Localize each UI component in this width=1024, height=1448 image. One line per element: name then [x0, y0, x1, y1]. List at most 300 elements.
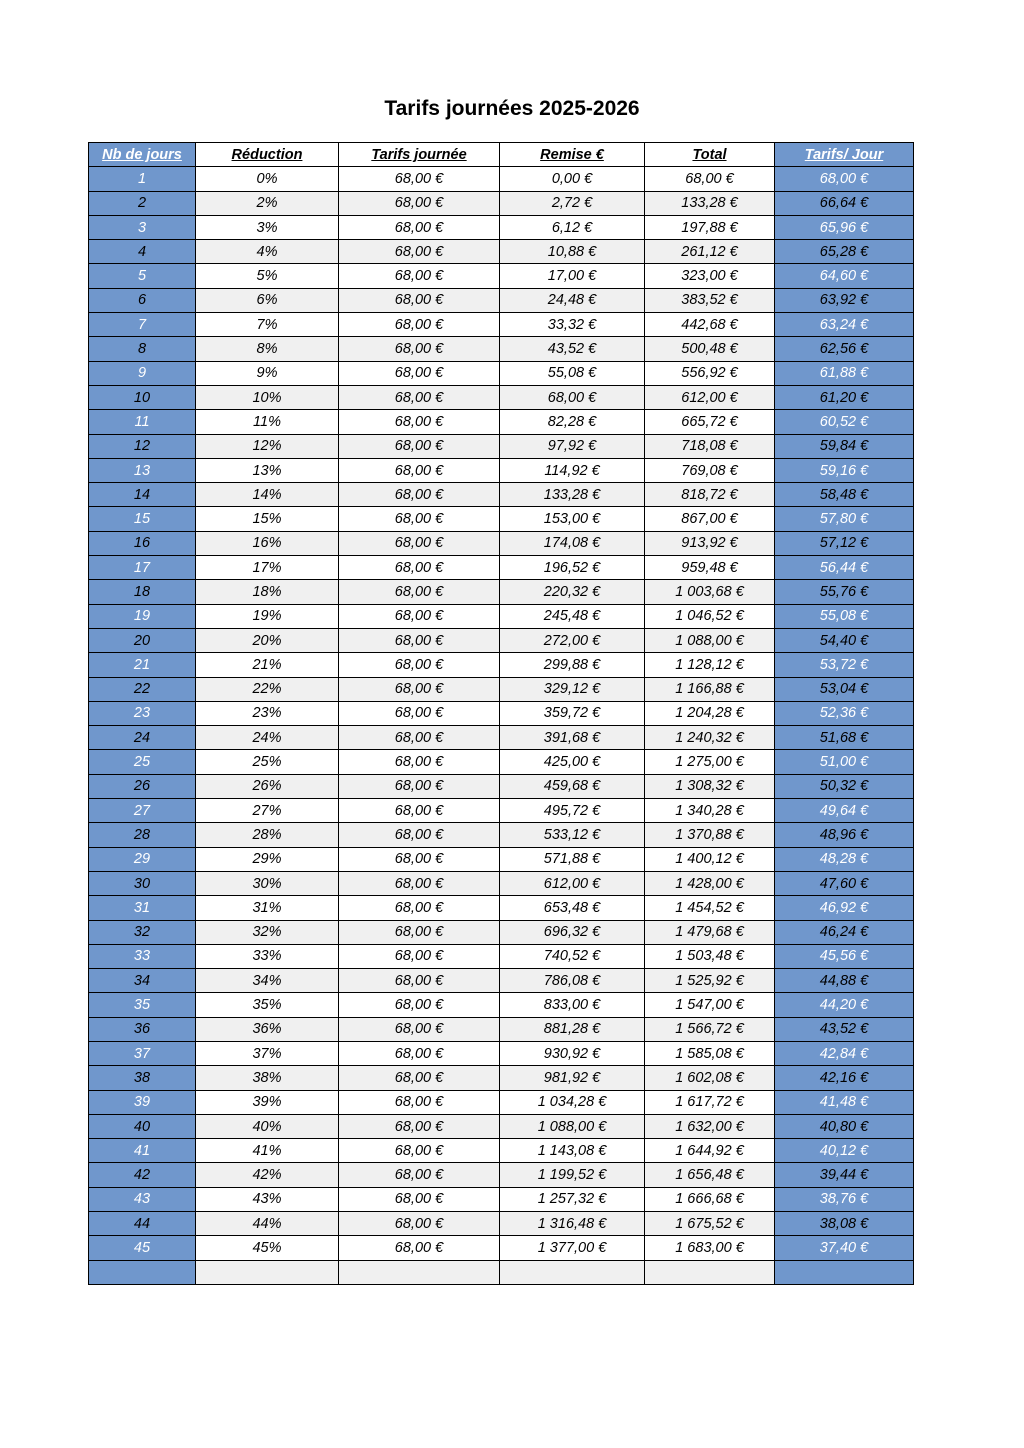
total-cell: 1 428,00 € [645, 871, 775, 895]
total-cell: 442,68 € [645, 313, 775, 337]
total-cell: 1 617,72 € [645, 1090, 775, 1114]
remise-cell: 133,28 € [500, 483, 645, 507]
reduction-cell: 39% [196, 1090, 339, 1114]
total-cell: 612,00 € [645, 385, 775, 409]
reduction-cell: 42% [196, 1163, 339, 1187]
table-row [89, 920, 914, 944]
total-cell: 1 240,32 € [645, 726, 775, 750]
table-row [89, 410, 914, 434]
total-cell: 1 683,00 € [645, 1236, 775, 1260]
remise-cell: 1 377,00 € [500, 1236, 645, 1260]
remise-cell: 1 199,52 € [500, 1163, 645, 1187]
table-row [89, 944, 914, 968]
table-row [89, 556, 914, 580]
reduction-cell: 14% [196, 483, 339, 507]
table-row [89, 1163, 914, 1187]
reduction-cell: 23% [196, 701, 339, 725]
remise-cell: 981,92 € [500, 1066, 645, 1090]
tarif-journee-cell: 68,00 € [339, 434, 500, 458]
nb-jours-cell: 41 [89, 1139, 196, 1163]
tarif-jour-cell: 59,84 € [775, 434, 914, 458]
table-row [89, 531, 914, 555]
tarif-jour-cell: 54,40 € [775, 628, 914, 652]
table-row [89, 167, 914, 191]
reduction-cell: 17% [196, 556, 339, 580]
remise-cell: 740,52 € [500, 944, 645, 968]
tarif-journee-cell [339, 1260, 500, 1284]
tarif-journee-cell: 68,00 € [339, 556, 500, 580]
header-total: Total [645, 143, 775, 167]
table-row [89, 1090, 914, 1114]
tarif-journee-cell: 68,00 € [339, 799, 500, 823]
page-title: Tarifs journées 2025-2026 [384, 97, 640, 120]
reduction-cell: 18% [196, 580, 339, 604]
reduction-cell [196, 1260, 339, 1284]
table-row [89, 750, 914, 774]
tarif-jour-cell: 40,12 € [775, 1139, 914, 1163]
tarif-journee-cell: 68,00 € [339, 774, 500, 798]
nb-jours-cell: 36 [89, 1017, 196, 1041]
table-row [89, 434, 914, 458]
table-row [89, 1236, 914, 1260]
reduction-cell: 4% [196, 240, 339, 264]
tarif-jour-cell: 44,20 € [775, 993, 914, 1017]
remise-cell: 786,08 € [500, 969, 645, 993]
total-cell: 1 400,12 € [645, 847, 775, 871]
total-cell: 959,48 € [645, 556, 775, 580]
tarif-jour-cell: 58,48 € [775, 483, 914, 507]
nb-jours-cell [89, 1260, 196, 1284]
nb-jours-cell: 25 [89, 750, 196, 774]
tarif-jour-cell: 46,92 € [775, 896, 914, 920]
nb-jours-cell: 37 [89, 1041, 196, 1065]
tarif-journee-cell: 68,00 € [339, 726, 500, 750]
total-cell: 1 632,00 € [645, 1114, 775, 1138]
nb-jours-cell: 29 [89, 847, 196, 871]
reduction-cell: 15% [196, 507, 339, 531]
tarif-jour-cell: 57,80 € [775, 507, 914, 531]
tarif-jour-cell: 65,28 € [775, 240, 914, 264]
nb-jours-cell: 32 [89, 920, 196, 944]
total-cell: 1 675,52 € [645, 1212, 775, 1236]
total-cell: 1 525,92 € [645, 969, 775, 993]
reduction-cell: 2% [196, 191, 339, 215]
tarif-jour-cell: 38,76 € [775, 1187, 914, 1211]
total-cell: 913,92 € [645, 531, 775, 555]
remise-cell: 425,00 € [500, 750, 645, 774]
nb-jours-cell: 6 [89, 288, 196, 312]
tarif-journee-cell: 68,00 € [339, 1212, 500, 1236]
table-row [89, 1066, 914, 1090]
tarif-journee-cell: 68,00 € [339, 167, 500, 191]
total-cell: 1 479,68 € [645, 920, 775, 944]
total-cell: 323,00 € [645, 264, 775, 288]
nb-jours-cell: 34 [89, 969, 196, 993]
remise-cell: 1 143,08 € [500, 1139, 645, 1163]
total-cell: 1 340,28 € [645, 799, 775, 823]
remise-cell: 653,48 € [500, 896, 645, 920]
total-cell: 68,00 € [645, 167, 775, 191]
tarif-journee-cell: 68,00 € [339, 944, 500, 968]
nb-jours-cell: 3 [89, 215, 196, 239]
reduction-cell: 3% [196, 215, 339, 239]
nb-jours-cell: 33 [89, 944, 196, 968]
nb-jours-cell: 18 [89, 580, 196, 604]
nb-jours-cell: 11 [89, 410, 196, 434]
tarif-journee-cell: 68,00 € [339, 410, 500, 434]
nb-jours-cell: 14 [89, 483, 196, 507]
tarif-journee-cell: 68,00 € [339, 1139, 500, 1163]
total-cell: 1 503,48 € [645, 944, 775, 968]
nb-jours-cell: 28 [89, 823, 196, 847]
reduction-cell: 16% [196, 531, 339, 555]
nb-jours-cell: 44 [89, 1212, 196, 1236]
tarif-jour-cell: 50,32 € [775, 774, 914, 798]
remise-cell: 43,52 € [500, 337, 645, 361]
header-remise: Remise € [500, 143, 645, 167]
tarif-jour-cell: 64,60 € [775, 264, 914, 288]
table-row [89, 604, 914, 628]
remise-cell: 2,72 € [500, 191, 645, 215]
total-cell: 1 666,68 € [645, 1187, 775, 1211]
reduction-cell: 35% [196, 993, 339, 1017]
total-cell: 1 602,08 € [645, 1066, 775, 1090]
reduction-cell: 37% [196, 1041, 339, 1065]
reduction-cell: 32% [196, 920, 339, 944]
reduction-cell: 29% [196, 847, 339, 871]
tarif-journee-cell: 68,00 € [339, 1114, 500, 1138]
tarif-jour-cell: 63,92 € [775, 288, 914, 312]
reduction-cell: 8% [196, 337, 339, 361]
tarif-jour-cell [775, 1260, 914, 1284]
nb-jours-cell: 7 [89, 313, 196, 337]
nb-jours-cell: 38 [89, 1066, 196, 1090]
remise-cell: 33,32 € [500, 313, 645, 337]
tarif-journee-cell: 68,00 € [339, 361, 500, 385]
remise-cell: 459,68 € [500, 774, 645, 798]
tarif-jour-cell: 56,44 € [775, 556, 914, 580]
nb-jours-cell: 30 [89, 871, 196, 895]
table-row [89, 580, 914, 604]
remise-cell: 930,92 € [500, 1041, 645, 1065]
tarif-jour-cell: 51,00 € [775, 750, 914, 774]
table-row [89, 871, 914, 895]
reduction-cell: 0% [196, 167, 339, 191]
tarif-journee-cell: 68,00 € [339, 1017, 500, 1041]
remise-cell: 6,12 € [500, 215, 645, 239]
table-row [89, 458, 914, 482]
reduction-cell: 44% [196, 1212, 339, 1236]
remise-cell: 833,00 € [500, 993, 645, 1017]
tarif-jour-cell: 49,64 € [775, 799, 914, 823]
tarif-jour-cell: 55,76 € [775, 580, 914, 604]
nb-jours-cell: 10 [89, 385, 196, 409]
table-row [89, 264, 914, 288]
tarif-jour-cell: 68,00 € [775, 167, 914, 191]
total-cell: 769,08 € [645, 458, 775, 482]
remise-cell: 0,00 € [500, 167, 645, 191]
nb-jours-cell: 16 [89, 531, 196, 555]
total-cell: 1 370,88 € [645, 823, 775, 847]
table-row [89, 823, 914, 847]
tarif-jour-cell: 62,56 € [775, 337, 914, 361]
nb-jours-cell: 24 [89, 726, 196, 750]
tarif-journee-cell: 68,00 € [339, 337, 500, 361]
tarif-journee-cell: 68,00 € [339, 823, 500, 847]
remise-cell: 114,92 € [500, 458, 645, 482]
nb-jours-cell: 45 [89, 1236, 196, 1260]
total-cell: 1 454,52 € [645, 896, 775, 920]
table-row [89, 677, 914, 701]
table-row [89, 1212, 914, 1236]
header-tarifs-jour: Tarifs/ Jour [775, 143, 914, 167]
table-row [89, 361, 914, 385]
nb-jours-cell: 35 [89, 993, 196, 1017]
table-row [89, 191, 914, 215]
reduction-cell: 27% [196, 799, 339, 823]
tarif-journee-cell: 68,00 € [339, 580, 500, 604]
reduction-cell: 6% [196, 288, 339, 312]
reduction-cell: 25% [196, 750, 339, 774]
table-row [89, 847, 914, 871]
reduction-cell: 9% [196, 361, 339, 385]
tarif-journee-cell: 68,00 € [339, 458, 500, 482]
remise-cell: 612,00 € [500, 871, 645, 895]
reduction-cell: 43% [196, 1187, 339, 1211]
tarif-journee-cell: 68,00 € [339, 920, 500, 944]
total-cell: 1 308,32 € [645, 774, 775, 798]
reduction-cell: 31% [196, 896, 339, 920]
total-cell: 1 166,88 € [645, 677, 775, 701]
tarif-journee-cell: 68,00 € [339, 871, 500, 895]
remise-cell: 17,00 € [500, 264, 645, 288]
total-cell: 1 046,52 € [645, 604, 775, 628]
tarif-jour-cell: 65,96 € [775, 215, 914, 239]
remise-cell [500, 1260, 645, 1284]
remise-cell: 329,12 € [500, 677, 645, 701]
table-body [89, 167, 914, 1285]
reduction-cell: 26% [196, 774, 339, 798]
tarif-jour-cell: 53,72 € [775, 653, 914, 677]
tarif-jour-cell: 51,68 € [775, 726, 914, 750]
nb-jours-cell: 4 [89, 240, 196, 264]
tarif-journee-cell: 68,00 € [339, 969, 500, 993]
total-cell: 1 003,68 € [645, 580, 775, 604]
tarif-journee-cell: 68,00 € [339, 677, 500, 701]
total-cell: 1 275,00 € [645, 750, 775, 774]
remise-cell: 299,88 € [500, 653, 645, 677]
reduction-cell: 40% [196, 1114, 339, 1138]
reduction-cell: 10% [196, 385, 339, 409]
nb-jours-cell: 5 [89, 264, 196, 288]
reduction-cell: 36% [196, 1017, 339, 1041]
total-cell [645, 1260, 775, 1284]
reduction-cell: 34% [196, 969, 339, 993]
tarif-journee-cell: 68,00 € [339, 385, 500, 409]
tarif-journee-cell: 68,00 € [339, 847, 500, 871]
tarif-journee-cell: 68,00 € [339, 483, 500, 507]
remise-cell: 245,48 € [500, 604, 645, 628]
tariff-table [88, 142, 914, 1285]
reduction-cell: 13% [196, 458, 339, 482]
table-row [89, 774, 914, 798]
tarif-jour-cell: 37,40 € [775, 1236, 914, 1260]
header-row [89, 143, 914, 167]
remise-cell: 55,08 € [500, 361, 645, 385]
table-row [89, 1139, 914, 1163]
tarif-jour-cell: 45,56 € [775, 944, 914, 968]
remise-cell: 68,00 € [500, 385, 645, 409]
nb-jours-cell: 21 [89, 653, 196, 677]
tarif-journee-cell: 68,00 € [339, 628, 500, 652]
remise-cell: 10,88 € [500, 240, 645, 264]
tarif-journee-cell: 68,00 € [339, 653, 500, 677]
table-row [89, 483, 914, 507]
tarif-journee-cell: 68,00 € [339, 240, 500, 264]
tarif-jour-cell: 46,24 € [775, 920, 914, 944]
remise-cell: 82,28 € [500, 410, 645, 434]
reduction-cell: 19% [196, 604, 339, 628]
reduction-cell: 22% [196, 677, 339, 701]
total-cell: 1 585,08 € [645, 1041, 775, 1065]
remise-cell: 495,72 € [500, 799, 645, 823]
remise-cell: 696,32 € [500, 920, 645, 944]
tarif-jour-cell: 59,16 € [775, 458, 914, 482]
total-cell: 197,88 € [645, 215, 775, 239]
reduction-cell: 30% [196, 871, 339, 895]
total-cell: 500,48 € [645, 337, 775, 361]
nb-jours-cell: 31 [89, 896, 196, 920]
tarif-jour-cell: 52,36 € [775, 701, 914, 725]
nb-jours-cell: 9 [89, 361, 196, 385]
nb-jours-cell: 23 [89, 701, 196, 725]
remise-cell: 24,48 € [500, 288, 645, 312]
nb-jours-cell: 39 [89, 1090, 196, 1114]
tarif-journee-cell: 68,00 € [339, 701, 500, 725]
reduction-cell: 45% [196, 1236, 339, 1260]
remise-cell: 1 257,32 € [500, 1187, 645, 1211]
total-cell: 261,12 € [645, 240, 775, 264]
reduction-cell: 33% [196, 944, 339, 968]
table-row [89, 701, 914, 725]
nb-jours-cell: 43 [89, 1187, 196, 1211]
tarif-jour-cell: 44,88 € [775, 969, 914, 993]
table-row [89, 726, 914, 750]
table-row [89, 1017, 914, 1041]
tarif-journee-cell: 68,00 € [339, 604, 500, 628]
total-cell: 1 656,48 € [645, 1163, 775, 1187]
table-row [89, 288, 914, 312]
nb-jours-cell: 2 [89, 191, 196, 215]
tarif-jour-cell: 61,20 € [775, 385, 914, 409]
tarif-jour-cell: 55,08 € [775, 604, 914, 628]
tarif-journee-cell: 68,00 € [339, 1163, 500, 1187]
tarif-jour-cell: 42,84 € [775, 1041, 914, 1065]
tarif-journee-cell: 68,00 € [339, 1066, 500, 1090]
remise-cell: 97,92 € [500, 434, 645, 458]
nb-jours-cell: 17 [89, 556, 196, 580]
tarif-journee-cell: 68,00 € [339, 1187, 500, 1211]
header-tarifs-journee: Tarifs journée [339, 143, 500, 167]
remise-cell: 571,88 € [500, 847, 645, 871]
remise-cell: 533,12 € [500, 823, 645, 847]
reduction-cell: 7% [196, 313, 339, 337]
total-cell: 1 644,92 € [645, 1139, 775, 1163]
total-cell: 383,52 € [645, 288, 775, 312]
nb-jours-cell: 27 [89, 799, 196, 823]
tarif-journee-cell: 68,00 € [339, 993, 500, 1017]
remise-cell: 359,72 € [500, 701, 645, 725]
header-reduction: Réduction [196, 143, 339, 167]
tarif-jour-cell: 66,64 € [775, 191, 914, 215]
nb-jours-cell: 42 [89, 1163, 196, 1187]
tarif-jour-cell: 61,88 € [775, 361, 914, 385]
total-cell: 818,72 € [645, 483, 775, 507]
table-row [89, 240, 914, 264]
tarif-jour-cell: 57,12 € [775, 531, 914, 555]
table-row [89, 1041, 914, 1065]
nb-jours-cell: 26 [89, 774, 196, 798]
nb-jours-cell: 13 [89, 458, 196, 482]
table-row [89, 799, 914, 823]
tarif-jour-cell: 53,04 € [775, 677, 914, 701]
tarif-jour-cell: 63,24 € [775, 313, 914, 337]
nb-jours-cell: 15 [89, 507, 196, 531]
nb-jours-cell: 8 [89, 337, 196, 361]
reduction-cell: 41% [196, 1139, 339, 1163]
table-row [89, 993, 914, 1017]
table-row [89, 628, 914, 652]
reduction-cell: 5% [196, 264, 339, 288]
remise-cell: 174,08 € [500, 531, 645, 555]
nb-jours-cell: 12 [89, 434, 196, 458]
nb-jours-cell: 1 [89, 167, 196, 191]
reduction-cell: 11% [196, 410, 339, 434]
reduction-cell: 28% [196, 823, 339, 847]
tarif-jour-cell: 60,52 € [775, 410, 914, 434]
total-cell: 1 088,00 € [645, 628, 775, 652]
tarif-jour-cell: 48,96 € [775, 823, 914, 847]
total-cell: 1 128,12 € [645, 653, 775, 677]
nb-jours-cell: 19 [89, 604, 196, 628]
remise-cell: 272,00 € [500, 628, 645, 652]
tarif-journee-cell: 68,00 € [339, 191, 500, 215]
header-nb-jours: Nb de jours [89, 143, 196, 167]
remise-cell: 1 316,48 € [500, 1212, 645, 1236]
remise-cell: 220,32 € [500, 580, 645, 604]
total-cell: 1 204,28 € [645, 701, 775, 725]
tarif-journee-cell: 68,00 € [339, 896, 500, 920]
table-row [89, 969, 914, 993]
table-row [89, 337, 914, 361]
total-cell: 1 566,72 € [645, 1017, 775, 1041]
total-cell: 556,92 € [645, 361, 775, 385]
table-row [89, 1260, 914, 1284]
nb-jours-cell: 22 [89, 677, 196, 701]
reduction-cell: 21% [196, 653, 339, 677]
total-cell: 867,00 € [645, 507, 775, 531]
tarif-journee-cell: 68,00 € [339, 1090, 500, 1114]
tarif-journee-cell: 68,00 € [339, 313, 500, 337]
tarif-journee-cell: 68,00 € [339, 215, 500, 239]
total-cell: 133,28 € [645, 191, 775, 215]
tarif-journee-cell: 68,00 € [339, 288, 500, 312]
total-cell: 1 547,00 € [645, 993, 775, 1017]
reduction-cell: 38% [196, 1066, 339, 1090]
reduction-cell: 20% [196, 628, 339, 652]
tarif-journee-cell: 68,00 € [339, 1041, 500, 1065]
tarif-journee-cell: 68,00 € [339, 531, 500, 555]
